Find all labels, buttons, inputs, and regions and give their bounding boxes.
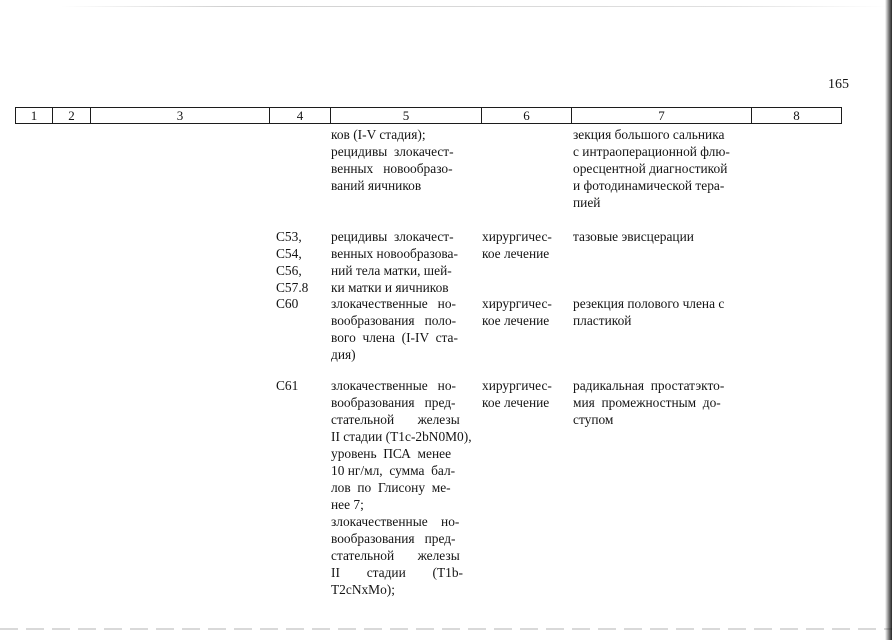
row-2-code: C60 xyxy=(276,296,299,311)
row-2-treatment: хирургичес- кое лечение xyxy=(482,296,552,328)
column-number-1: 1 xyxy=(16,108,53,124)
scan-edge-right xyxy=(885,0,892,640)
row-3-treatment: хирургичес- кое лечение xyxy=(482,378,552,410)
column-number-3: 3 xyxy=(91,108,270,124)
row-1-treatment: хирургичес- кое лечение xyxy=(482,229,552,261)
column-number-7: 7 xyxy=(572,108,752,124)
column-number-8: 8 xyxy=(752,108,842,124)
column-number-4: 4 xyxy=(270,108,331,124)
page-number: 165 xyxy=(828,77,849,92)
row-0-diagnosis: ков (I-V стадия); рецидивы злокачест- венных новообразо- ваний яичников xyxy=(331,127,454,193)
column-number-2: 2 xyxy=(53,108,91,124)
row-2-diagnosis: злокачественные но- вообразования поло- вого члена (I-IV ста- дия) xyxy=(331,296,458,362)
row-0-method: зекция большого сальника с интраоперационной флю- оресцентной диагностикой и фотодинамической тера- пией xyxy=(573,127,730,210)
row-2-method: резекция полового члена с пластикой xyxy=(573,296,725,328)
row-3-diagnosis: злокачественные но- вообразования пред- стательной железы II стадии (T1c-2bN0M0), уровень ПСА менее 10 нг/мл, сумма бал- лов по Глисону ме- нее 7; злокачественные но- вообразования пред- стательной железы II стадии (T1b- T2cNxMo); xyxy=(331,378,472,597)
column-number-row xyxy=(15,107,842,124)
column-number-5: 5 xyxy=(331,108,482,124)
row-3-code: C61 xyxy=(276,378,299,393)
row-1-method: тазовые эвисцерации xyxy=(573,229,694,244)
scan-edge-top xyxy=(60,6,890,7)
row-3-method: радикальная простатэкто- мия промежностным до- ступом xyxy=(573,378,725,427)
scan-edge-bottom xyxy=(0,628,892,630)
row-1-diagnosis: рецидивы злокачест- венных новообразова- ний тела матки, шей- ки матки и яичников xyxy=(331,229,458,295)
row-1-code: C53, C54, C56, C57.8 xyxy=(276,229,309,295)
column-number-6: 6 xyxy=(482,108,572,124)
